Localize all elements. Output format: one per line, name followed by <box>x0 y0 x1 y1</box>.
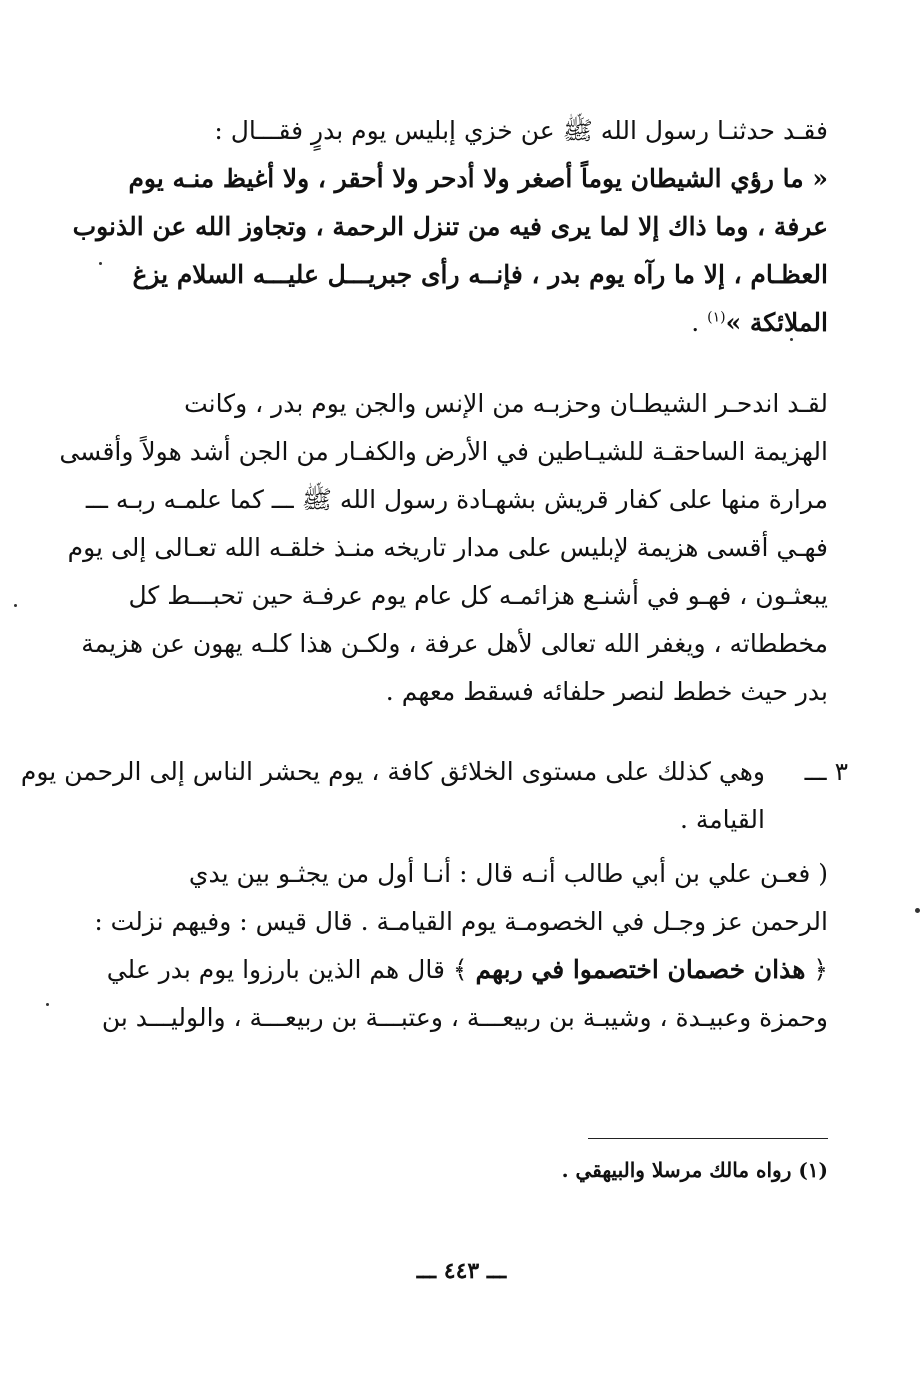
text-line: لقـد اندحـر الشيطـان وحزبـه من الإنس والجن يوم بدر ، وكانت <box>184 389 828 418</box>
footnote: (١) رواه مالك مرسلا والبيهقي . <box>561 1158 828 1182</box>
text-line <box>106 946 828 994</box>
text-line: مخططاته ، ويغفر الله تعالى لأهل عرفة ، ولكـن هذا كلـه يهون عن هزيمة <box>81 629 828 658</box>
hadith-end: الملائكة » <box>725 308 828 337</box>
paragraph-defeat-shaitan <box>59 380 828 716</box>
scan-speck <box>915 908 920 913</box>
period: . <box>691 308 708 337</box>
text-line: الهزيمة الساحقـة للشيـاطين في الأرض والكفـار من الجن أشد هولاً وأقسى <box>59 437 828 466</box>
quran-bracket-open: ﴿ <box>805 955 828 984</box>
item-number: ٣ ـــ <box>804 757 848 786</box>
text-line: مرارة منها على كفار قريش بشهـادة رسول الله ﷺ ـــ كما علمـه ربـه ـــ <box>85 485 828 514</box>
quran-verse: هذان خصمان اختصموا في ربهم <box>475 955 806 984</box>
footnote-ref: (١) <box>707 309 726 326</box>
text-line: القيامة . <box>679 805 765 834</box>
text-line: فهـي أقسى هزيمة لإبليس على مدار تاريخه منـذ خلقـه الله تعـالى إلى يوم <box>67 533 828 562</box>
quran-bracket-close: ﴾ <box>452 955 476 984</box>
text-line: عرفة ، وما ذاك إلا لما يرى فيه من تنزل الرحمة ، وتجاوز الله عن الذنوب <box>72 212 828 241</box>
text-line: ( فعـن علي بن أبي طالب أنـه قال : أنـا أول من يجثـو بين يدي <box>188 859 828 888</box>
text-line: بدر حيث خطط لنصر حلفائه فسقط معهم . <box>385 677 828 706</box>
scan-speck <box>46 1003 49 1006</box>
text-line <box>123 299 828 347</box>
text-line: يبعثـون ، فهـو في أشنـع هزائمـه كل عام يوم عرفـة حين تحبـــط كل <box>128 581 828 610</box>
text-rest: قال هم الذين بارزوا يوم بدر علي <box>106 955 453 984</box>
scan-speck <box>99 262 102 265</box>
text-line: « ما رؤي الشيطان يوماً أصغر ولا أدحر ولا أحقر ، ولا أغيظ منـه يوم <box>128 164 828 193</box>
scan-speck <box>14 604 17 607</box>
page-number: ـــ ٤٤٣ ـــ <box>416 1258 507 1284</box>
footnote-separator <box>588 1138 828 1139</box>
text-line: فقـد حدثنـا رسول الله ﷺ عن خزي إبليس يوم بدرٍ فقـــال : <box>214 116 828 145</box>
paragraph-hadith-iblis <box>72 107 828 347</box>
paragraph-ali-narration <box>94 850 828 1042</box>
text-line: وحمزة وعبيـدة ، وشيبـة بن ربيعـــة ، وعتبـــة بن ربيعـــة ، والوليـــد بن <box>101 1003 828 1032</box>
scan-speck <box>790 338 793 341</box>
item-3-text <box>20 748 765 844</box>
text-line: وهي كذلك على مستوى الخلائق كافة ، يوم يحشر الناس إلى الرحمن يوم <box>20 757 765 786</box>
text-line: العظـام ، إلا ما رآه يوم بدر ، فإنــه رأى جبريـــل عليـــه السلام يزغ <box>132 260 828 289</box>
text-line: الرحمن عز وجـل في الخصومـة يوم القيامـة . قال قيس : وفيهم نزلت : <box>94 907 828 936</box>
